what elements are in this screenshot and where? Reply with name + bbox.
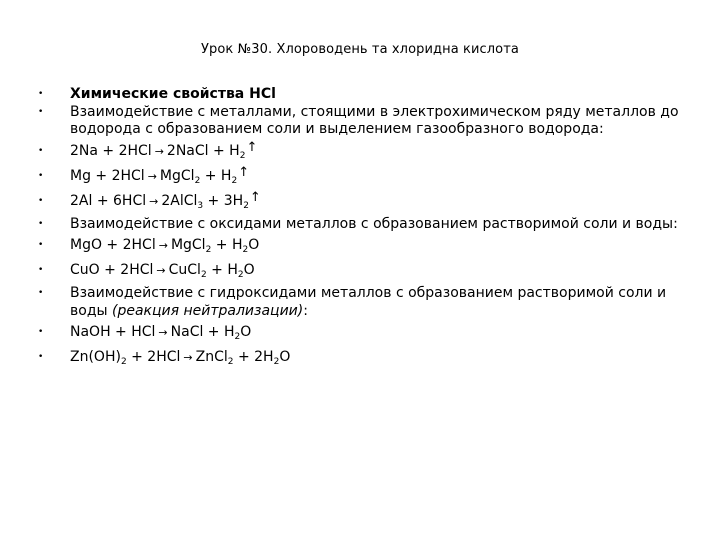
- equation-reactants: 2Al + 6HCl: [70, 192, 147, 209]
- bullet-icon: •: [38, 170, 44, 181]
- list-item-equation: [38, 139, 698, 164]
- list-item-equation: [38, 233, 698, 258]
- equation-products: + H: [211, 237, 243, 253]
- list-item-equation: [38, 164, 698, 189]
- equation-products: + 3H: [203, 192, 244, 209]
- equation: [70, 189, 261, 211]
- equation-products: 2AlCl: [161, 192, 198, 209]
- bullet-icon: •: [38, 327, 44, 337]
- equation-products: MgCl: [170, 237, 206, 253]
- equation-reactants: Zn(OH): [70, 349, 121, 365]
- equation-products: O: [248, 237, 260, 253]
- arrow-icon: →: [156, 264, 166, 277]
- equation-products: 2NaCl + H: [166, 142, 240, 159]
- list-item-description: [38, 216, 698, 234]
- up-arrow-icon: ↑: [238, 164, 250, 180]
- description-text: Взаимодействие с оксидами металлов с образованием растворимой соли и воды:: [70, 215, 678, 232]
- equation-products: + H: [206, 262, 238, 278]
- list-item-equation: [38, 258, 698, 283]
- subscript: 2: [234, 332, 241, 342]
- bullet-icon: •: [38, 89, 44, 99]
- subscript: 2: [200, 270, 207, 280]
- arrow-icon: →: [147, 169, 157, 183]
- subscript: 2: [273, 357, 280, 367]
- bullet-icon: •: [38, 145, 44, 156]
- up-arrow-icon: ↑: [249, 189, 261, 205]
- equation: [70, 324, 251, 340]
- subscript: 2: [194, 175, 201, 186]
- equation-products: ZnCl: [195, 349, 228, 365]
- arrow-icon: →: [149, 194, 159, 208]
- bullet-list: [38, 86, 698, 370]
- subscript: 2: [120, 357, 127, 367]
- equation-reactants: Mg + 2HCl: [70, 167, 145, 184]
- equation-reactants: 2Na + 2HCl: [70, 142, 152, 159]
- subscript: 2: [242, 245, 249, 255]
- equation: [70, 262, 255, 278]
- description-main: Взаимодействие с гидроксидами металлов с образованием растворимой соли и воды: [70, 285, 667, 319]
- arrow-icon: →: [154, 144, 164, 158]
- subscript: 2: [243, 200, 249, 211]
- subscript: 2: [227, 357, 234, 367]
- bullet-icon: •: [38, 352, 44, 362]
- equation: [70, 237, 259, 253]
- equation-reactants: MgO + 2HCl: [70, 237, 156, 253]
- list-item-description: [38, 104, 698, 139]
- equation-products: NaCl + H: [170, 324, 235, 340]
- description-text: [70, 285, 666, 319]
- equation-products: O: [240, 324, 252, 340]
- arrow-icon: →: [158, 239, 168, 252]
- equation-products: CuCl: [168, 262, 201, 278]
- description-note: (реакция нейтрализации): [112, 302, 304, 319]
- page-title: Урок №30. Хлороводень та хлоридна кислота: [201, 42, 519, 57]
- equation-products: MgCl: [159, 167, 195, 184]
- list-item-equation: [38, 189, 698, 214]
- equation-products: O: [279, 349, 291, 365]
- description-tail: :: [303, 302, 308, 319]
- list-item-heading: [38, 86, 698, 104]
- equation: [70, 164, 250, 186]
- arrow-icon: →: [183, 351, 193, 364]
- equation-products: O: [243, 262, 255, 278]
- subscript: 2: [237, 270, 244, 280]
- arrow-icon: →: [158, 326, 168, 339]
- list-item-equation: [38, 345, 698, 370]
- subscript: 2: [205, 245, 212, 255]
- section-heading: Химические свойства HCl: [70, 86, 276, 102]
- equation-reactants: NaOH + HCl: [70, 324, 156, 340]
- bullet-icon: •: [38, 106, 44, 117]
- equation-products: + 2H: [233, 349, 274, 365]
- subscript: 2: [231, 175, 238, 186]
- equation-reactants: + 2HCl: [126, 349, 181, 365]
- subscript: 3: [197, 200, 204, 211]
- bullet-icon: •: [38, 288, 44, 298]
- list-item-description: [38, 285, 698, 320]
- subscript: 2: [239, 150, 246, 161]
- equation: [70, 349, 290, 365]
- equation: [70, 139, 258, 161]
- description-text: Взаимодействие с металлами, стоящими в электрохимическом ряду металлов до водорода с образованием соли и выделением газообразного водорода:: [70, 103, 679, 137]
- bullet-icon: •: [38, 240, 44, 250]
- bullet-icon: •: [38, 218, 44, 229]
- equation-products: + H: [200, 167, 232, 184]
- list-item-equation: [38, 320, 698, 345]
- bullet-icon: •: [38, 265, 44, 275]
- bullet-icon: •: [38, 195, 44, 206]
- equation-reactants: CuO + 2HCl: [70, 262, 154, 278]
- up-arrow-icon: ↑: [246, 139, 258, 155]
